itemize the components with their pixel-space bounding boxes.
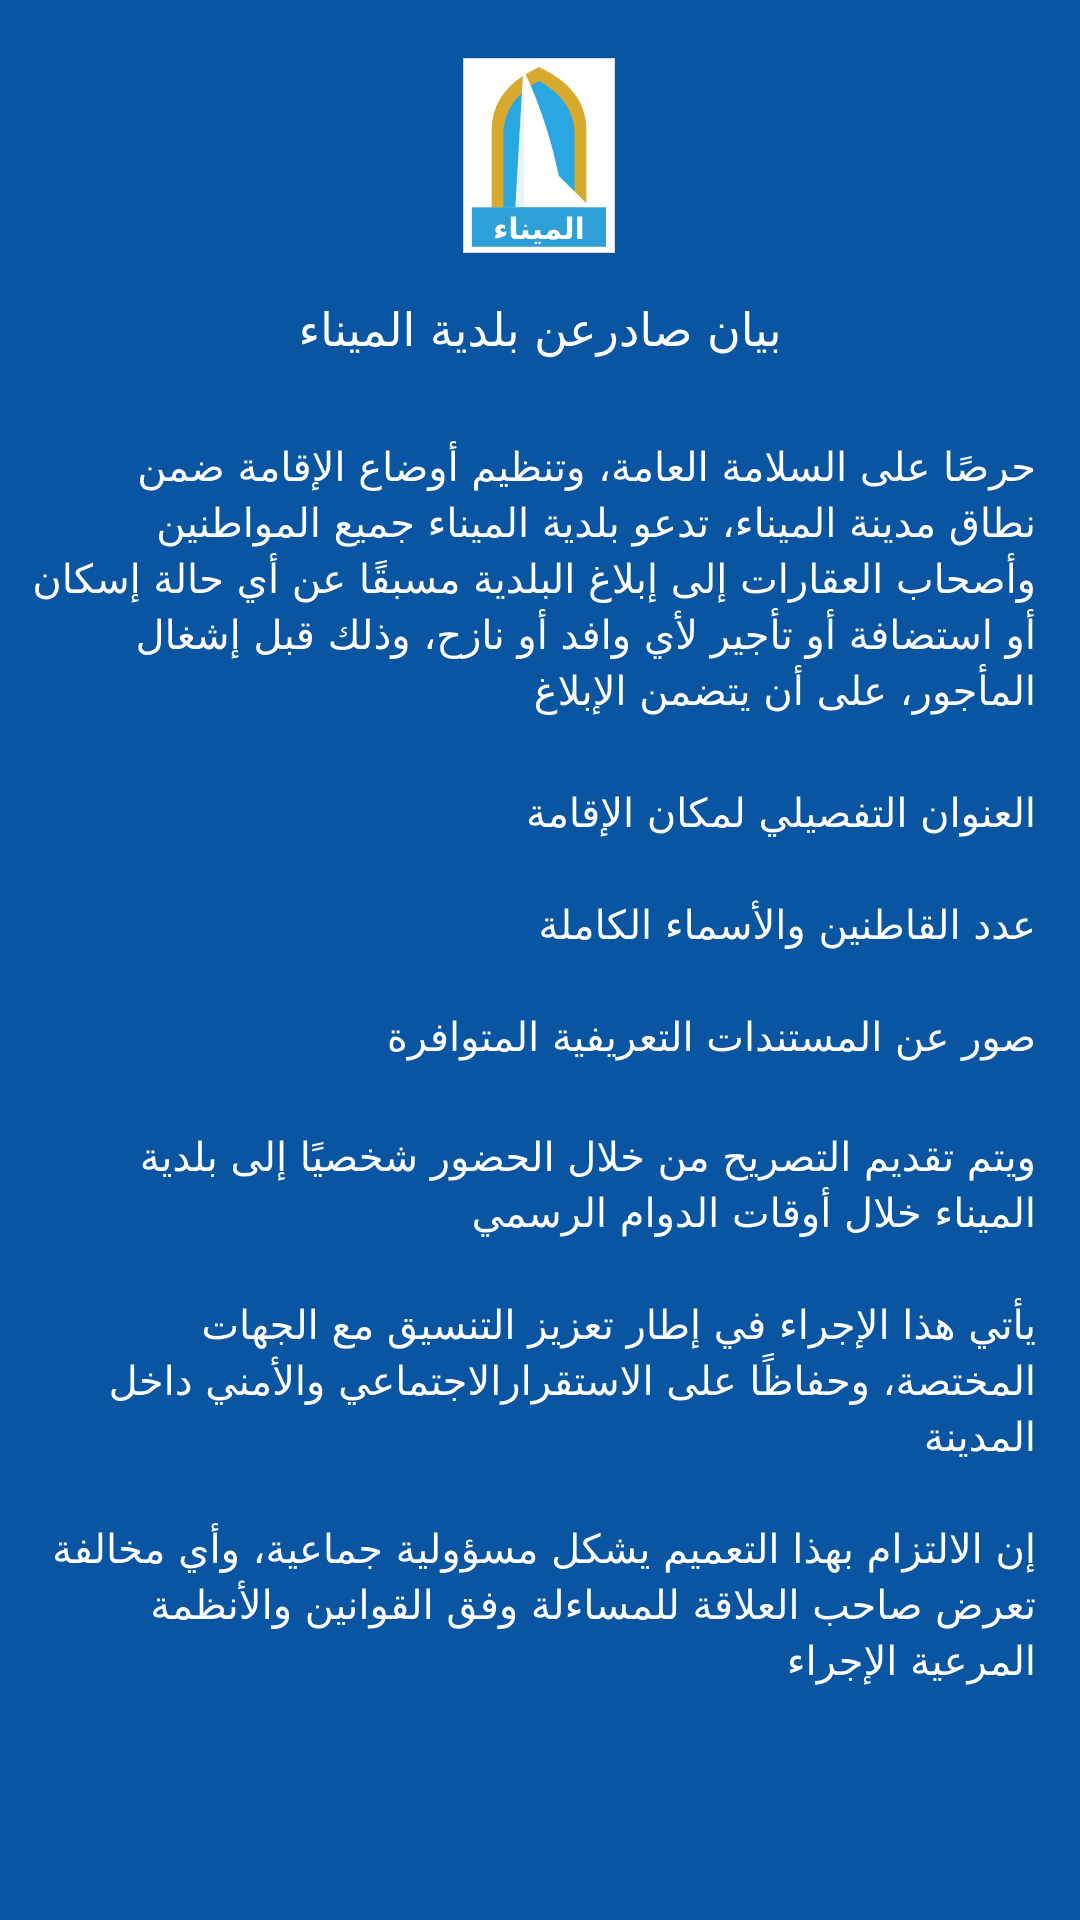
closing-line: إن الالتزام بهذا التعميم يشكل مسؤولية جماعية، وأي مخالفة (52, 1527, 1036, 1573)
context-line: يأتي هذا الإجراء في إطار تعزيز التنسيق مع الجهات (201, 1303, 1036, 1349)
mina-municipality-logo (463, 58, 615, 253)
intro-line: حرصًا على السلامة العامة، وتنظيم أوضاع الإقامة ضمن (137, 445, 1036, 491)
intro-paragraph (32, 440, 1036, 720)
intro-line: المأجور، على أن يتضمن الإبلاغ (533, 669, 1036, 715)
submission-line: ويتم تقديم التصريح من خلال الحضور شخصيًا إلى بلدية (139, 1135, 1036, 1181)
requirement-text: صور عن المستندات التعريفية المتوافرة (386, 1015, 1036, 1061)
requirement-text: عدد القاطنين والأسماء الكاملة (538, 903, 1036, 949)
logo-wordmark: الميناء (493, 211, 585, 246)
sailboat-logo-icon (464, 59, 614, 252)
requirement-item (36, 786, 1036, 842)
submission-paragraph (36, 1130, 1036, 1242)
submission-line: الميناء خلال أوقات الدوام الرسمي (471, 1191, 1036, 1237)
requirement-item (36, 1010, 1036, 1066)
closing-line: المرعية الإجراء (786, 1639, 1036, 1685)
intro-line: وأصحاب العقارات إلى إبلاغ البلدية مسبقًا عن أي حالة إسكان (32, 557, 1036, 603)
requirement-item (36, 898, 1036, 954)
closing-line: تعرض صاحب العلاقة للمساءلة وفق القوانين والأنظمة (150, 1583, 1036, 1629)
intro-line: نطاق مدينة الميناء، تدعو بلدية الميناء جميع المواطنين (156, 501, 1036, 547)
closing-paragraph (36, 1522, 1036, 1690)
intro-line: أو استضافة أو تأجير لأي وافد أو نازح، وذلك قبل إشغال (135, 613, 1036, 659)
page-title: بيان صادرعن بلدية الميناء (298, 303, 782, 357)
context-line: المدينة (923, 1415, 1036, 1461)
context-paragraph (36, 1298, 1036, 1466)
context-line: المختصة، وحفاظًا على الاستقرارالاجتماعي والأمني داخل (108, 1359, 1036, 1405)
requirement-text: العنوان التفصيلي لمكان الإقامة (526, 791, 1036, 837)
